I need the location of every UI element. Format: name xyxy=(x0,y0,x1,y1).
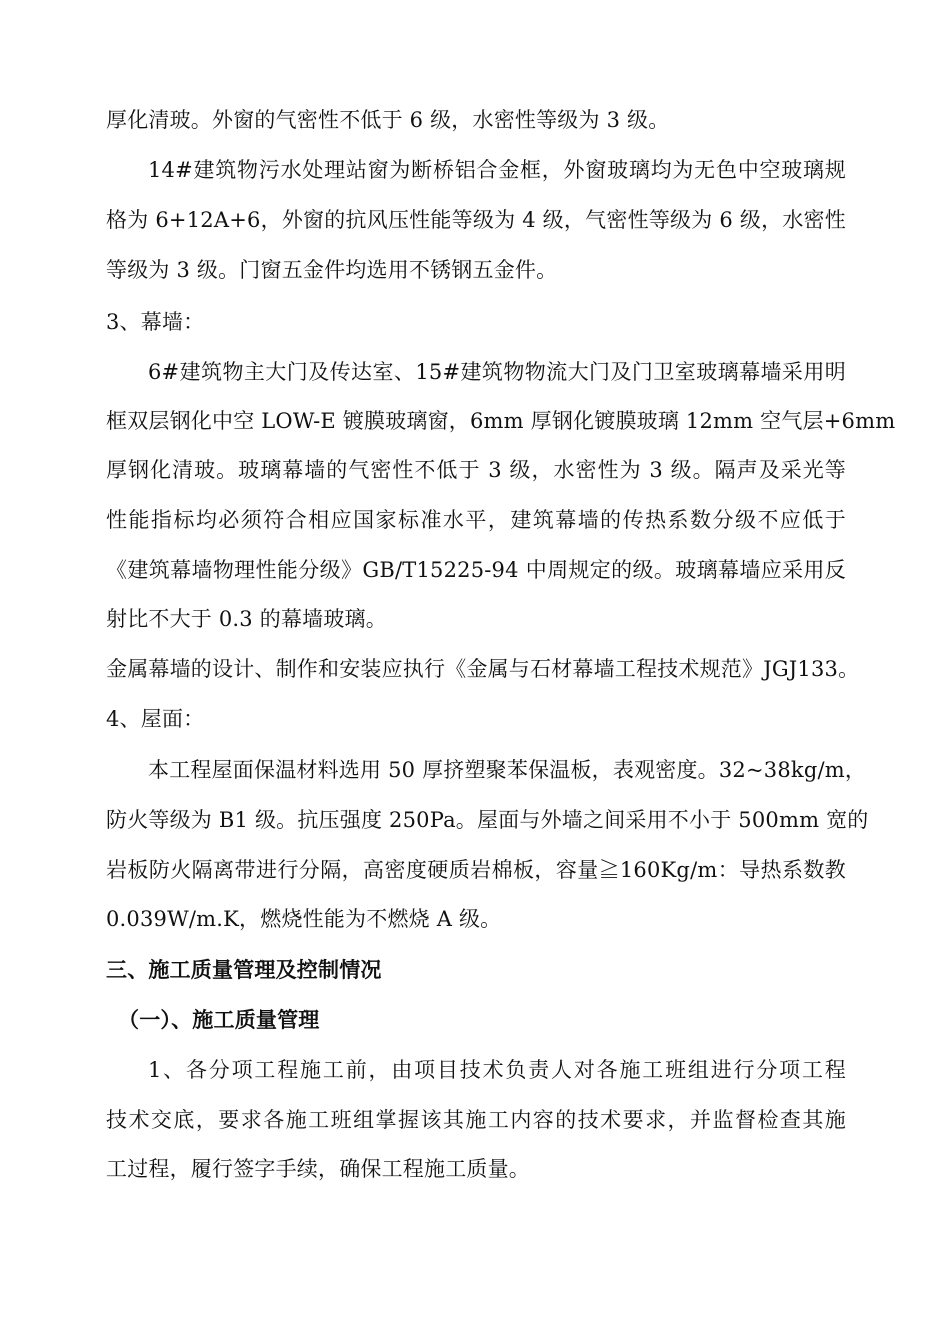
paragraph-line: 等级为 3 级。门窗五金件均选用不锈钢五金件。 xyxy=(106,258,558,282)
paragraph-line: 本工程屋面保温材料选用 50 厚挤塑聚苯保温板，表观密度。32~38kg/m， xyxy=(148,758,867,782)
paragraph-line: 金属幕墙的设计、制作和安装应执行《金属与石材幕墙工程技术规范》JGJ133。 xyxy=(106,657,860,681)
chapter-heading: 三、施工质量管理及控制情况 xyxy=(106,958,382,982)
paragraph-line: 14#建筑物污水处理站窗为断桥铝合金框，外窗玻璃均为无色中空玻璃规 xyxy=(148,158,846,182)
paragraph-line: 性能指标均必须符合相应国家标准水平，建筑幕墙的传热系数分级不应低于 xyxy=(106,508,846,532)
paragraph-line: 岩板防火隔离带进行分隔，高密度硬质岩棉板，容量≧160Kg/m：导热系数教 xyxy=(106,858,846,882)
paragraph-line: 《建筑幕墙物理性能分级》GB/T15225-94 中周规定的级。玻璃幕墙应采用反 xyxy=(106,558,846,582)
paragraph-line: 防火等级为 B1 级。抗压强度 250Pa。屋面与外墙之间采用不小于 500mm 宽的 xyxy=(106,808,869,832)
section-heading-curtain-wall: 3、幕墙： xyxy=(106,310,205,334)
paragraph-line: 厚钢化清玻。玻璃幕墙的气密性不低于 3 级，水密性为 3 级。隔声及采光等 xyxy=(106,458,846,482)
section-heading-roof: 4、屋面： xyxy=(106,707,205,731)
paragraph-line: 工过程，履行签字手续，确保工程施工质量。 xyxy=(106,1157,530,1181)
paragraph-line: 6#建筑物主大门及传达室、15#建筑物物流大门及门卫室玻璃幕墙采用明 xyxy=(148,360,846,384)
paragraph-line: 0.039W/m.K，燃烧性能为不燃烧 A 级。 xyxy=(106,907,502,931)
paragraph-line: 格为 6+12A+6，外窗的抗风压性能等级为 4 级，气密性等级为 6 级，水密性 xyxy=(106,208,846,232)
paragraph-line: 厚化清玻。外窗的气密性不低于 6 级，水密性等级为 3 级。 xyxy=(106,108,670,132)
paragraph-line: 射比不大于 0.3 的幕墙玻璃。 xyxy=(106,607,387,631)
subsection-heading: （一）、施工质量管理 xyxy=(118,1008,320,1032)
paragraph-line: 1、各分项工程施工前，由项目技术负责人对各施工班组进行分项工程 xyxy=(148,1058,846,1082)
paragraph-line: 技术交底，要求各施工班组掌握该其施工内容的技术要求，并监督检查其施 xyxy=(106,1108,846,1132)
paragraph-line: 框双层钢化中空 LOW-E 镀膜玻璃窗，6mm 厚钢化镀膜玻璃 12mm 空气层+6mm xyxy=(106,409,896,433)
